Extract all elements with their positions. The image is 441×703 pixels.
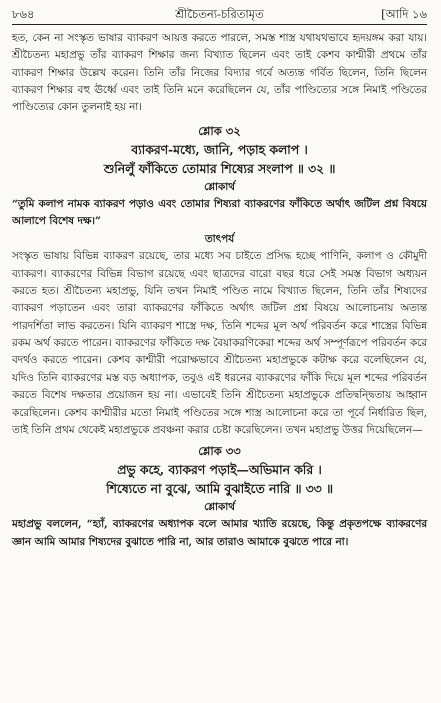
verse-32-line-1: ব্যাকরণ-মধ্যে, জানি, পড়াহ কলাপ । <box>131 141 308 157</box>
verse-32-translation: “তুমি কলাপ নামক ব্যাকরণ পড়াও এবং তোমার শিষ্যরা ব্যাকরণের ফাঁকিতে অর্থাৎ জটিল প্রশ্ন বিষয়ে আলাপে বিশেষ দক্ষ।” <box>12 197 427 228</box>
book-title: শ্রীচৈতন্য-চরিতামৃত <box>175 6 264 21</box>
verse-32-line-2: শুনিলুঁ ফাঁকিতে তোমার শিষ্যের সংলাপ ॥ ৩২ ॥ <box>103 160 336 176</box>
verse-32-purport-heading: তাৎপর্য <box>204 233 235 246</box>
chapter-reference: [আদি ১৬ <box>381 6 427 21</box>
verse-32-translation-heading: শ্লোকার্থ <box>204 180 235 193</box>
verse-32-purport: সংস্কৃত ভাষায় বিভিন্ন ব্যাকরণ রয়েছে, তার মধ্যে সব চাইতে প্রসিদ্ধ হচ্ছে পাণিনি, কলাপ ও কৌমুদী ব্যাকরণ। ব্যাকরণের বিভিন্ন বিভাগ রয়েছে এবং ছাত্রদের বারো বছর ধরে সেই সমস্ত বিভাগ অধ্যয়ন করতে হত। শ্রীচৈতন্য মহাপ্রভু, যিনি তখন নিমাই পণ্ডিত নামে বিখ্যাত ছিলেন, তিনি তাঁর শিষ্যদের ব্যাকরণ পড়াতেন এবং তারা ব্যাকরণের ফাঁকিতে অর্থাৎ জটিল প্রশ্ন বিষয়ে আলোচনায় অত্যন্ত পারদর্শিতা লাভ করতেন। যিনি ব্যাকরণ শাস্ত্রে দক্ষ, তিনি শব্দের মূল অর্থ পরিবর্তন করে শাস্ত্রের বিভিন্ন রকম অর্থ করতে পারেন। ব্যাকরণের ফাঁকিতে দক্ষ বৈয়াকরণিকেরা শব্দের অর্থ সম্পূর্ণরূপে পরিবর্তন করে বদর্থও করতে পারেন। কেশব কাশ্মীরী পরোক্ষভাবে শ্রীচৈতন্য মহাপ্রভুকে কটাক্ষ করে বলেছিলেন যে, যদিও তিনি ব্যাকরণের মস্ত বড় অধ্যাপক, তবুও এই ধরনের ব্যাকরণের ফাঁকি দিয়ে মূল শব্দের পরিবর্তন করতে বিশেষ দক্ষতার প্রয়োজন হয় না। এভাবেই তিনি শ্রীচৈতন্য মহাপ্রভুকে প্রতিদ্বন্দ্বিতায় আহ্বান করেছিলেন। কেশব কাশ্মীরীর মতো নিমাই পণ্ডিতের সঙ্গে শাস্ত্র আলোচনা করে তা পূর্বে নির্ধারিত ছিল, তাই তিনি প্রথম থেকেই মহাপ্রভুকে প্রবঞ্চনা করার চেষ্টা করেছিলেন। তখন মহাপ্রভু উত্তর দিয়েছিলেন— <box>12 250 427 436</box>
page-body <box>12 30 427 551</box>
page-number: ৮৬৪ <box>12 6 35 21</box>
page-header <box>12 6 427 24</box>
verse-33-translation: মহাপ্রভু বললেন, “হ্যাঁ, ব্যাকরণের অধ্যাপক বলে আমার খ্যাতি রয়েছে, কিন্তু প্রকৃতপক্ষে ব্যাকরণের জ্ঞান আমি আমার শিষ্যদের বুঝাতে পারি না, আর তারাও আমাকে বুঝতে পারে না। <box>12 518 427 548</box>
verse-33-translation-heading: শ্লোকার্থ <box>204 501 235 514</box>
purport-continued-paragraph: হত, কেন না সংস্কৃত ভাষার ব্যাকরণ আয়ত্ত করতে পারলে, সমস্ত শাস্ত্র যথাযথভাবে হৃদয়ঙ্গম করা যায়। শ্রীচৈতন্য মহাপ্রভু তাঁর ব্যাকরণ শিক্ষার জন্য বিখ্যাত ছিলেন এবং তাই কেশব কাশ্মীরী প্রথমে তাঁর ব্যাকরণ শিক্ষার উল্লেখ করেন। তিনি তাঁর নিজের বিদ্যার গর্বে অত্যন্ত গর্বিত ছিলেন, তিনি ছিলেন ব্যাকরণ শিক্ষার বহু ঊর্ধ্বে এবং তাই তিনি মনে করেছিলেন যে, তাঁর পাণ্ডিত্যের সঙ্গে নিমাই পণ্ডিতের পাণ্ডিত্যের কোন তুলনাই হয় না। <box>12 32 427 114</box>
verse-33-heading: শ্লোক ৩৩ <box>198 444 241 459</box>
header-rule <box>12 24 427 25</box>
verse-33-line-2: শিষ্যেতে না বুঝে, আমি বুঝাইতে নারি ॥ ৩৩ ॥ <box>106 481 333 497</box>
verse-33-line-1: প্রভু কহে, ব্যাকরণ পড়াই—অভিমান করি । <box>117 462 322 478</box>
verse-32-heading: শ্লোক ৩২ <box>198 123 241 138</box>
